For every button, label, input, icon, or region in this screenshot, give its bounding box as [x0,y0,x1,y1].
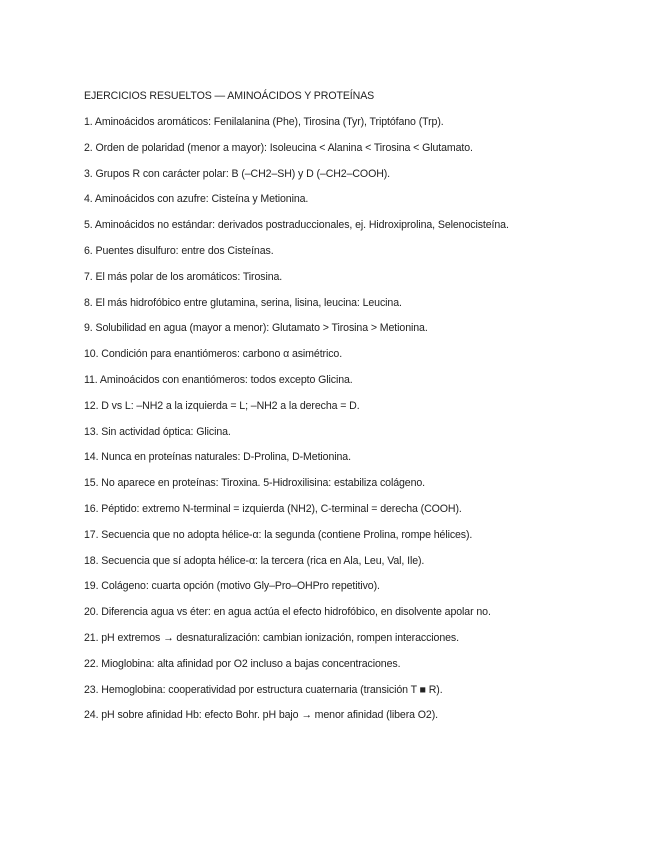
list-item: 18. Secuencia que sí adopta hélice-α: la tercera (rica en Ala, Leu, Val, Ile). [84,554,425,567]
list-item: 5. Aminoácidos no estándar: derivados postraduccionales, ej. Hidroxiprolina, Selenocisteína. [84,219,509,232]
list-item: 1. Aminoácidos aromáticos: Fenilalanina (Phe), Tirosina (Tyr), Triptófano (Trp). [84,116,444,128]
list-item: 7. El más polar de los aromáticos: Tirosina. [84,270,283,283]
list-item: 16. Péptido: extremo N-terminal = izquierda (NH2), C-terminal = derecha (COOH). [84,502,462,515]
list-item: 19. Colágeno: cuarta opción (motivo Gly–Pro–OHPro repetitivo). [84,580,380,593]
list-item: 12. D vs L: –NH2 a la izquierda = L; –NH2 a la derecha = D. [84,399,360,412]
list-item: 11. Aminoácidos con enantiómeros: todos excepto Glicina. [84,373,353,386]
list-item: 20. Diferencia agua vs éter: en agua actúa el efecto hidrofóbico, en disolvente apolar no. [84,606,491,619]
list-item: 10. Condición para enantiómeros: carbono α asimétrico. [84,348,343,361]
list-item: 6. Puentes disulfuro: entre dos Cisteínas. [84,244,274,257]
list-item: 17. Secuencia que no adopta hélice-α: la segunda (contiene Prolina, rompe hélices). [84,528,473,541]
list-item: 14. Nunca en proteínas naturales: D-Prolina, D-Metionina. [84,451,351,464]
list-item: 4. Aminoácidos con azufre: Cisteína y Metionina. [84,193,309,206]
list-item: 8. El más hidrofóbico entre glutamina, serina, lisina, leucina: Leucina. [84,296,402,309]
list-item: 22. Mioglobina: alta afinidad por O2 incluso a bajas concentraciones. [84,657,401,670]
list-item: 13. Sin actividad óptica: Glicina. [84,425,231,438]
list-item: 21. pH extremos → desnaturalización: cambian ionización, rompen interacciones. [84,631,459,644]
page-title: EJERCICIOS RESUELTOS — AMINOÁCIDOS Y PROTEÍNAS [84,90,375,102]
exercise-list [84,116,509,735]
list-item: 24. pH sobre afinidad Hb: efecto Bohr. pH bajo → menor afinidad (libera O2). [84,709,438,722]
list-item: 23. Hemoglobina: cooperatividad por estructura cuaternaria (transición T ■ R). [84,683,443,696]
list-item: 2. Orden de polaridad (menor a mayor): Isoleucina < Alanina < Tirosina < Glutamato. [84,141,473,154]
list-item: 9. Solubilidad en agua (mayor a menor): Glutamato > Tirosina > Metionina. [84,322,428,335]
list-item: 15. No aparece en proteínas: Tiroxina. 5-Hidroxilisina: estabiliza colágeno. [84,477,426,490]
list-item: 3. Grupos R con carácter polar: B (–CH2–SH) y D (–CH2–COOH). [84,167,391,180]
